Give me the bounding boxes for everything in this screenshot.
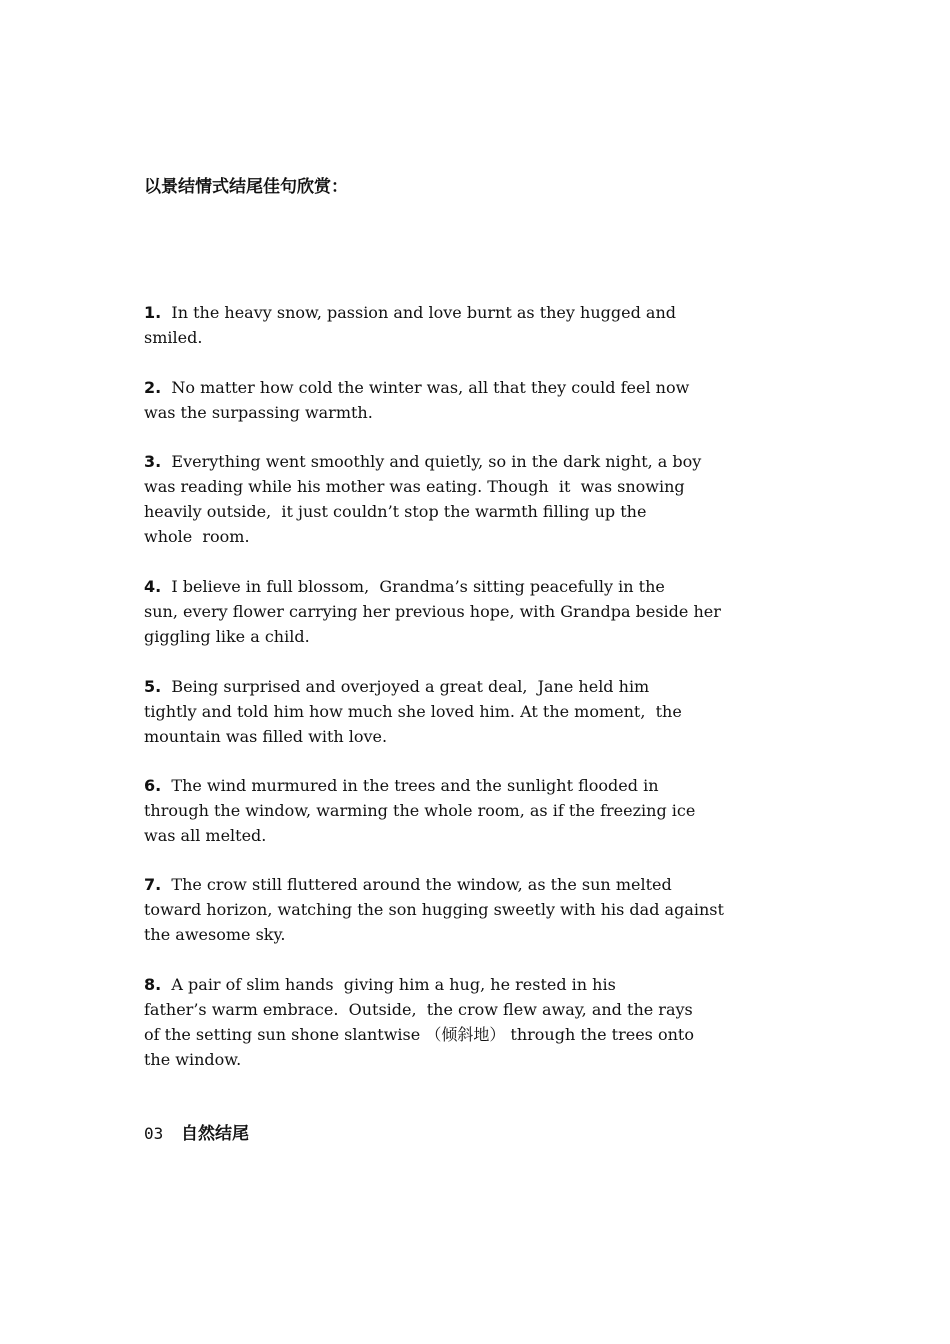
item-line: mountain was filled with love. (144, 727, 388, 746)
item-text: Everything went smoothly and quietly, so in the dark night, a boy (161, 452, 702, 471)
item-line (144, 972, 824, 997)
list-item (144, 972, 824, 1072)
item-line (144, 574, 824, 599)
section-title-text: 自然结尾 (181, 1124, 250, 1144)
item-line: through the window, warming the whole room, as if the freezing ice (144, 801, 696, 820)
list-item (144, 449, 824, 549)
item-line: whole room. (144, 527, 250, 546)
item-line: was all melted. (144, 826, 267, 845)
item-text: The crow still fluttered around the window, as the sun melted (161, 875, 672, 894)
item-number: 4. (144, 577, 162, 596)
item-line (144, 872, 824, 897)
item-line (144, 449, 824, 474)
item-text: I believe in full blossom, Grandma’s sitting peacefully in the (161, 577, 665, 596)
item-line (144, 674, 824, 699)
item-number: 7. (144, 875, 162, 894)
list-item (144, 872, 824, 947)
item-number: 2. (144, 378, 162, 397)
item-line (144, 375, 824, 400)
item-line: toward horizon, watching the son hugging sweetly with his dad against (144, 900, 724, 919)
item-line: sun, every flower carrying her previous hope, with Grandpa beside her (144, 602, 721, 621)
item-number: 5. (144, 677, 162, 696)
item-line (144, 773, 824, 798)
item-text: A pair of slim hands giving him a hug, he rested in his (161, 975, 616, 994)
item-line: father’s warm embrace. Outside, the crow flew away, and the rays (144, 1000, 693, 1019)
list-item (144, 574, 824, 649)
list-item (144, 773, 824, 848)
item-line: the window. (144, 1050, 242, 1069)
item-line: was reading while his mother was eating. Though it was snowing (144, 477, 685, 496)
item-text: No matter how cold the winter was, all that they could feel now (161, 378, 690, 397)
item-number: 6. (144, 776, 162, 795)
item-line: was the surpassing warmth. (144, 403, 373, 422)
item-number: 1. (144, 303, 162, 322)
item-line: tightly and told him how much she loved him. At the moment, the (144, 702, 682, 721)
item-number: 3. (144, 452, 162, 471)
item-text: Being surprised and overjoyed a great deal, Jane held him (161, 677, 650, 696)
item-line (144, 300, 824, 325)
item-line: of the setting sun shone slantwise （倾斜地） through the trees onto (144, 1025, 694, 1044)
item-line: heavily outside, it just couldn’t stop the warmth filling up the (144, 502, 647, 521)
item-line: smiled. (144, 328, 203, 347)
item-number: 8. (144, 975, 162, 994)
list-item (144, 375, 824, 425)
section-number: 03 (144, 1124, 164, 1143)
list-item (144, 300, 824, 350)
item-text: In the heavy snow, passion and love burnt as they hugged and (161, 303, 676, 322)
page-heading: 以景结情式结尾佳句欣赏： (144, 177, 348, 197)
item-line: giggling like a child. (144, 627, 310, 646)
section-heading (144, 1121, 249, 1147)
item-line: the awesome sky. (144, 925, 286, 944)
list-item (144, 674, 824, 749)
item-text: The wind murmured in the trees and the sunlight flooded in (161, 776, 659, 795)
